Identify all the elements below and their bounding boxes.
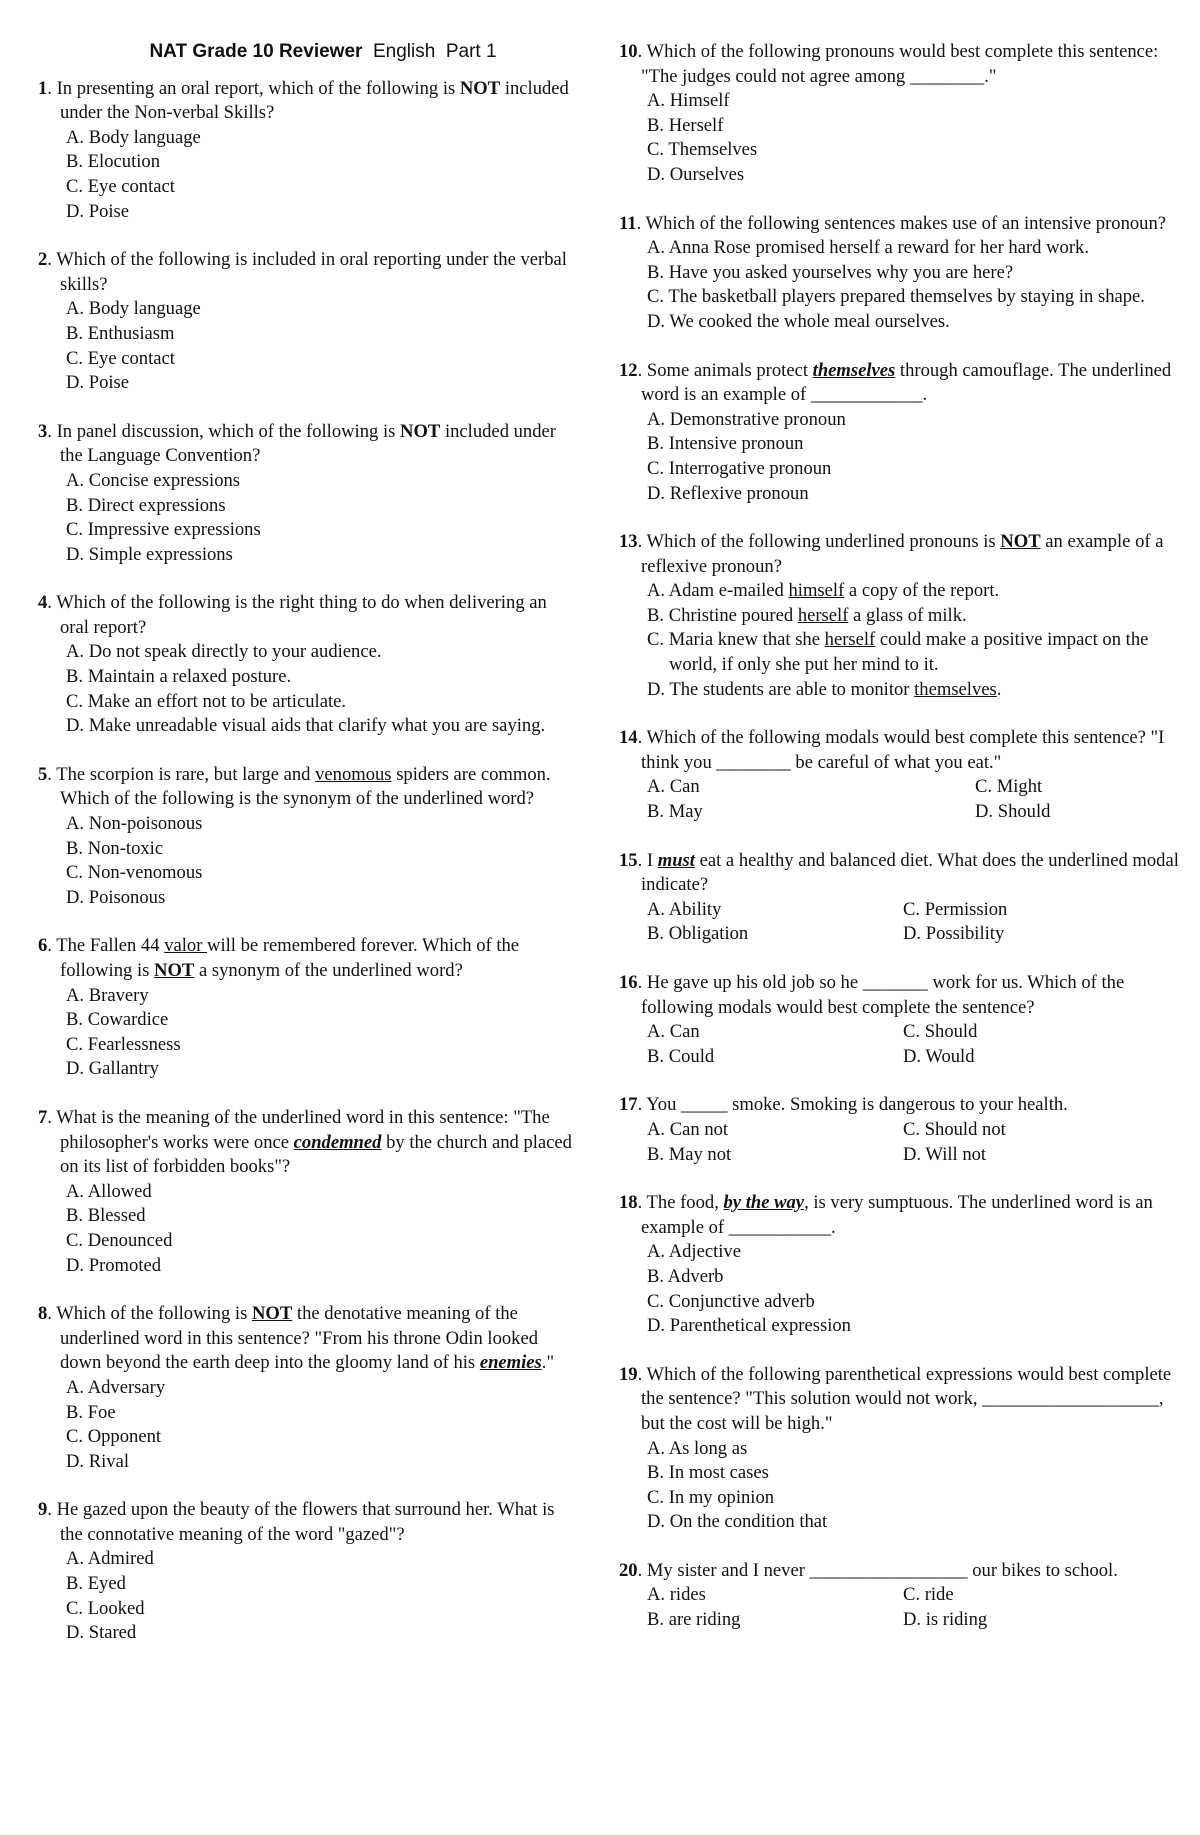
option-a: A. Himself	[647, 90, 730, 112]
option-b: B. Christine poured herself a glass of milk.	[647, 604, 967, 626]
question-18	[619, 1191, 1179, 1339]
question-10	[619, 40, 1179, 188]
option-d: D. Parenthetical expression	[647, 1315, 851, 1337]
question-17	[619, 1093, 1179, 1167]
option-b: B. May	[647, 801, 703, 823]
option-c: C. Maria knew that she herself could make a positive impact on the world, if only she put her mind to it.	[647, 629, 1149, 676]
question-stem: 3. In panel discussion, which of the following is NOT included under the Language Convention?	[38, 420, 556, 467]
question-stem: 16. He gave up his old job so he _______ work for us. Which of the following modals would best complete the sentence?	[619, 972, 1125, 1018]
option-b: B. In most cases	[647, 1462, 769, 1484]
question-15	[619, 849, 1179, 947]
question-stem: 13. Which of the following underlined pronouns is NOT an example of a reflexive pronoun?	[619, 531, 1164, 577]
question-3	[38, 420, 578, 568]
option-a: A. Ability	[647, 898, 722, 920]
option-a: A. Non-poisonous	[66, 813, 203, 835]
option-c: C. Interrogative pronoun	[647, 457, 832, 479]
question-16	[619, 971, 1179, 1069]
option-a: A. Bravery	[66, 984, 149, 1006]
left-column	[38, 40, 578, 1670]
option-a: A. Allowed	[66, 1180, 152, 1202]
question-stem: 6. The Fallen 44 valor will be remembered forever. Which of the following is NOT a synonym of the underlined word?	[38, 935, 520, 981]
option-d: D. Reflexive pronoun	[647, 482, 809, 504]
option-c: C. Eye contact	[66, 175, 175, 197]
option-a: A. Adam e-mailed himself a copy of the report.	[647, 580, 1000, 602]
option-a: A. Can not	[647, 1118, 729, 1140]
question-2	[38, 248, 578, 396]
option-c: C. Might	[975, 776, 1043, 798]
question-stem: 8. Which of the following is NOT the denotative meaning of the underlined word in this sentence? "From his throne Odin looked down beyond the earth deep into the gloomy land of his enemies."	[38, 1303, 555, 1374]
option-a: A. Can	[647, 776, 700, 798]
option-c: C. Permission	[903, 898, 1008, 920]
option-a: A. rides	[647, 1584, 706, 1606]
option-c: C. Fearlessness	[66, 1033, 181, 1055]
question-8	[38, 1302, 578, 1474]
option-d: D. Promoted	[66, 1254, 162, 1276]
option-d: D. Rival	[66, 1450, 130, 1472]
option-d: D. Poisonous	[66, 886, 166, 908]
option-b: B. Non-toxic	[66, 837, 164, 859]
question-7	[38, 1106, 578, 1278]
option-c: C. Conjunctive adverb	[647, 1290, 815, 1312]
option-a: A. Body language	[66, 126, 201, 148]
question-stem: 17. You _____ smoke. Smoking is dangerous to your health.	[619, 1094, 1068, 1116]
option-a: A. Adjective	[647, 1241, 741, 1263]
question-11	[619, 212, 1179, 335]
option-b: B. Eyed	[66, 1573, 126, 1595]
option-c: C. The basketball players prepared themselves by staying in shape.	[647, 286, 1145, 308]
page-title: NAT Grade 10 Reviewer English Part 1	[149, 41, 497, 62]
option-c: C. Themselves	[647, 139, 758, 161]
option-a: A. Admired	[66, 1548, 154, 1570]
option-a: A. Adversary	[66, 1376, 166, 1398]
option-d: D. On the condition that	[647, 1511, 828, 1533]
option-b: B. Elocution	[66, 151, 160, 173]
question-stem: 9. He gazed upon the beauty of the flowers that surround her. What is the connotative meaning of the word "gazed"?	[38, 1499, 555, 1545]
option-a: A. Can	[647, 1021, 700, 1043]
option-d: D. is riding	[903, 1609, 988, 1631]
right-column	[619, 40, 1179, 1657]
option-c: C. Should not	[903, 1118, 1006, 1140]
question-13	[619, 530, 1179, 702]
option-d: D. Make unreadable visual aids that clarify what you are saying.	[66, 715, 546, 737]
question-stem: 5. The scorpion is rare, but large and venomous spiders are common. Which of the following is the synonym of the underlined word?	[38, 763, 551, 810]
option-c: C. Eye contact	[66, 347, 175, 369]
question-19	[619, 1363, 1179, 1535]
question-20	[619, 1559, 1179, 1633]
option-d: D. Should	[975, 801, 1051, 823]
question-stem: 12. Some animals protect themselves through camouflage. The underlined word is an example of ____________.	[619, 359, 1172, 406]
option-a: A. Body language	[66, 298, 201, 320]
option-d: D. Poise	[66, 372, 130, 394]
question-14	[619, 726, 1179, 824]
option-d: D. Simple expressions	[66, 543, 233, 565]
question-6	[38, 934, 578, 1082]
option-d: D. Gallantry	[66, 1058, 159, 1080]
question-4	[38, 591, 578, 739]
question-stem: 20. My sister and I never _________________ our bikes to school.	[619, 1559, 1118, 1581]
option-d: D. Possibility	[903, 923, 1005, 945]
option-c: C. Should	[903, 1021, 978, 1043]
option-b: B. Obligation	[647, 923, 749, 945]
option-c: C. Opponent	[66, 1426, 162, 1448]
option-d: D. Ourselves	[647, 163, 745, 185]
option-c: C. Non-venomous	[66, 862, 203, 884]
option-d: D. Poise	[66, 200, 130, 222]
option-a: A. Concise expressions	[66, 469, 241, 491]
option-b: B. Have you asked yourselves why you are here?	[647, 261, 1014, 283]
option-a: A. As long as	[647, 1437, 748, 1459]
option-c: C. In my opinion	[647, 1486, 775, 1508]
option-b: B. Maintain a relaxed posture.	[66, 666, 292, 688]
question-stem: 19. Which of the following parenthetical expressions would best complete the sentence? "This solution would not work, ___________________, but the cost will be high."	[619, 1363, 1172, 1434]
question-stem: 18. The food, by the way, is very sumptuous. The underlined word is an example of ___________.	[619, 1192, 1153, 1238]
question-5	[38, 763, 578, 911]
question-1	[38, 77, 578, 225]
option-d: D. We cooked the whole meal ourselves.	[647, 310, 950, 332]
option-b: B. Foe	[66, 1401, 116, 1423]
option-d: D. Will not	[903, 1143, 987, 1165]
question-9	[38, 1498, 578, 1646]
option-c: C. ride	[903, 1584, 954, 1606]
question-stem: 11. Which of the following sentences makes use of an intensive pronoun?	[619, 212, 1167, 234]
option-b: B. are riding	[647, 1609, 741, 1631]
question-stem: 14. Which of the following modals would best complete this sentence? "I think you ________ be careful of what you eat."	[619, 727, 1165, 773]
option-b: B. Direct expressions	[66, 494, 226, 516]
option-d: D. Would	[903, 1045, 975, 1067]
option-b: B. Blessed	[66, 1205, 146, 1227]
question-stem: 1. In presenting an oral report, which of the following is NOT included under the Non-verbal Skills?	[38, 77, 569, 124]
option-a: A. Demonstrative pronoun	[647, 408, 846, 430]
option-b: B. Enthusiasm	[66, 322, 175, 344]
question-stem: 7. What is the meaning of the underlined word in this sentence: "The philosopher's works were once condemned by the church and placed on its list of forbidden books"?	[38, 1106, 572, 1178]
option-b: B. Herself	[647, 114, 724, 136]
question-stem: 10. Which of the following pronouns would best complete this sentence: "The judges could not agree among ________."	[619, 41, 1159, 87]
option-b: B. May not	[647, 1143, 732, 1165]
option-b: B. Intensive pronoun	[647, 433, 804, 455]
option-c: C. Looked	[66, 1597, 145, 1619]
option-c: C. Impressive expressions	[66, 519, 261, 541]
option-b: B. Could	[647, 1045, 715, 1067]
option-d: D. Stared	[66, 1622, 137, 1644]
option-b: B. Cowardice	[66, 1009, 169, 1031]
option-a: A. Do not speak directly to your audience.	[66, 641, 382, 663]
question-stem: 4. Which of the following is the right thing to do when delivering an oral report?	[38, 592, 547, 638]
option-c: C. Denounced	[66, 1229, 173, 1251]
option-a: A. Anna Rose promised herself a reward for her hard work.	[647, 237, 1089, 259]
question-stem: 2. Which of the following is included in oral reporting under the verbal skills?	[38, 249, 567, 295]
option-b: B. Adverb	[647, 1265, 724, 1287]
option-d: D. The students are able to monitor themselves.	[647, 678, 1002, 700]
question-stem: 15. I must eat a healthy and balanced diet. What does the underlined modal indicate?	[619, 849, 1179, 896]
option-c: C. Make an effort not to be articulate.	[66, 690, 347, 712]
question-12	[619, 359, 1179, 507]
